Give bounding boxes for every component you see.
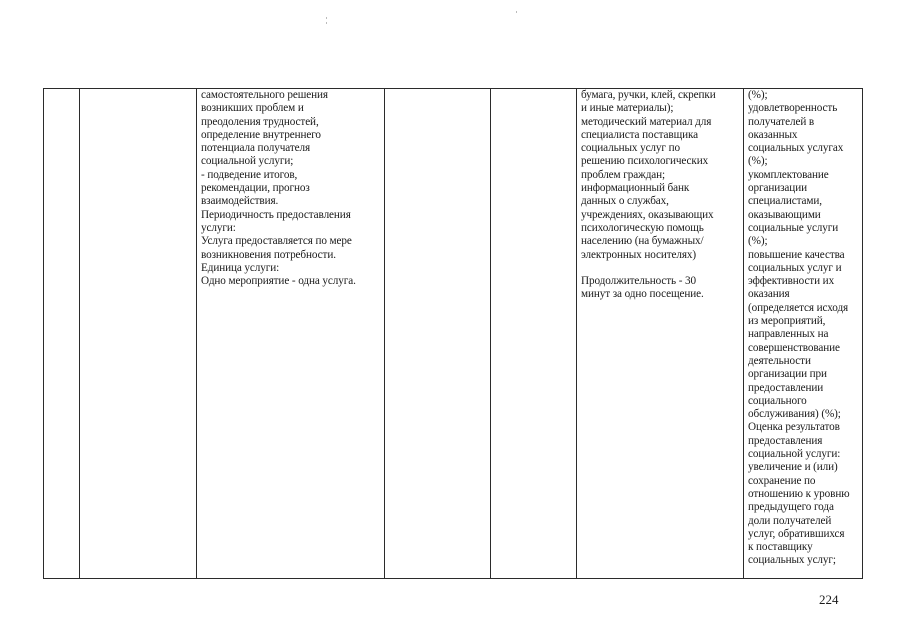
column-divider xyxy=(490,89,491,578)
service-conditions-cell: бумага, ручки, клей, скрепки и иные материалы); методический материал для специалиста поставщика социальных услуг по решению психологических проблем граждан; информационный банк данных о службах, учреждениях, оказывающих психологическую помощь населению (на бумажных/ электронных носителях) Продолжительность - 30 минут за одно посещение. xyxy=(581,89,716,301)
service-standard-table xyxy=(43,88,863,579)
scan-speck xyxy=(326,17,327,19)
quality-indicators-cell: (%); удовлетворенность получателей в оказанных социальных услугах (%); укомплектование организации специалистами, оказывающими социальные услуги (%); повышение качества социальных услуг и эффективности их оказания (определяется исходя из мероприятий, направленных на совершенствование деятельности организации при предоставлении социального обслуживания) (%); Оценка результатов предоставления социальной услуги: увеличение и (или) сохранение по отношению к уровню предыдущего года доли получателей услуг, обратившихся к поставщику социальных услуг; xyxy=(748,89,850,567)
column-divider xyxy=(79,89,80,578)
column-divider xyxy=(576,89,577,578)
service-content-cell: самостоятельного решения возникших проблем и преодоления трудностей, определение внутреннего потенциала получателя социальной услуги; - подведение итогов, рекомендации, прогноз взаимодействия. Периодичность предоставления услуги: Услуга предоставляется по мере возникновения потребности. Единица услуги: Одно мероприятие - одна услуга. xyxy=(201,89,356,288)
scan-speck xyxy=(516,11,517,13)
column-divider xyxy=(196,89,197,578)
page-number: 224 xyxy=(819,592,839,607)
scan-speck xyxy=(326,22,327,24)
